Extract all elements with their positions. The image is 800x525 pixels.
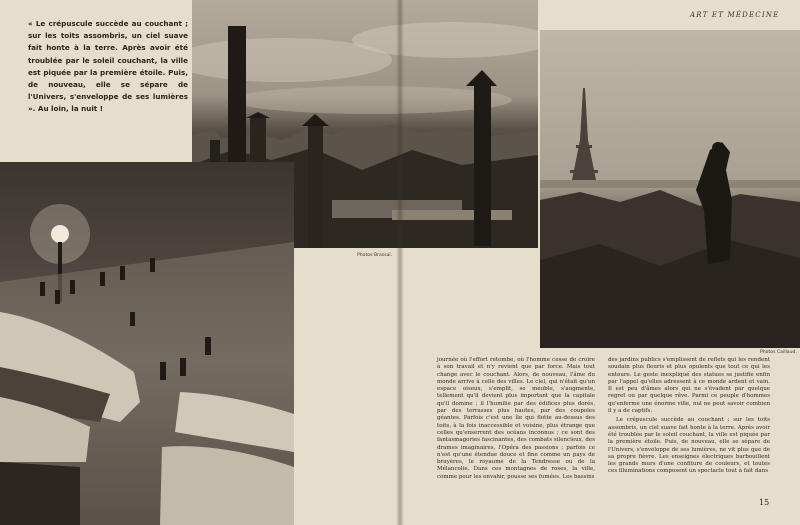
body-paragraph: Le crépuscule succède au couchant ; sur les toits assombris, un ciel suave fait honte à la terre. Après avoir été troublée par le soleil couchant, la ville est piquée par la première étoile. Puis, de nouveau, elle se sépare de l'Univers, s'enveloppe de ses lumières, ne vit plus que de sa propre fièvre. Les enseignes électriques barbouillent les grands murs d'une confiture de couleurs, et toutes ces illuminations composent un spectacle tout à fait dans bbox=[608, 417, 770, 475]
pull-quote: « Le crépuscule succède au couchant ; sur les toits assombris, un ciel suave fait honte à la terre. Après avoir été troublée par le soleil couchant, la ville est piquée par la première étoile. Puis, de nouveau, elle se sépare de l'Univers, s'enveloppe de ses lumières ». Au loin, la nuit ! bbox=[28, 19, 188, 114]
body-paragraph: des jardins publics s'emplissent de reflets qui les rendent soudain plus fleuris et plus opulents que tout ce qui les entoure. Le geste inexpliqué des statues se justifie enfin par l'appel qu'elles adressent à ce monde ardent et vain. Il est peu d'âmes alors qui ne s'évadent par quelque regret ou par quelque rêve. Parmi ce peuple d'hommes qu'enferme une énorme ville, nul ne peut savoir combien il y a de captifs. bbox=[608, 357, 770, 415]
body-column-1 bbox=[437, 357, 595, 481]
body-paragraph: journée où l'effort retombe, où l'homme cesse de croire à son travail et n'y revient que par force. Mais tout change avec le couchant. Alors, de nouveau, l'âme du monde arrive à celle des villes. Le ciel, qui n'était qu'un espace oiseux, s'emplit, se meuble, s'augmente, tellement qu'il devient plus important que la capitale qu'il domine ; il l'humilie par des édifices plus dorés, par des terrasses plus hautes, par des coupoles géantes. Parfois c'est une île qui flotte au-dessus des toits, à la fois inaccessible et voisine, plus étrange que celles qu'enserrent des océans inconnus ; ce sont des fantasmagories fascinantes, des combats silencieux, des drames imaginaires, l'Opéra des passions ; parfois ce n'est qu'une étendue douce et fine comme un pays de bruyères, le royaume de la Tendresse ou de la Mélancolie. Dans ces montagnes de roses, la ville, comme pour les envahir, pousse ses fumées. Les bassins bbox=[437, 357, 595, 480]
binding-gutter bbox=[396, 0, 404, 525]
section-header: ART ET MÉDECINE bbox=[690, 11, 780, 19]
photo-credit-brassai: Photos Brassaï. bbox=[357, 253, 393, 258]
night-street-photo bbox=[0, 162, 294, 525]
night-street-illustration bbox=[0, 162, 294, 525]
eiffel-tower-illustration bbox=[540, 30, 800, 348]
photo-credit-caillaud: Photos Caillaud. bbox=[760, 350, 797, 355]
page-number: 15 bbox=[759, 498, 770, 507]
body-column-2 bbox=[608, 357, 770, 476]
eiffel-tower-photo bbox=[540, 30, 800, 348]
